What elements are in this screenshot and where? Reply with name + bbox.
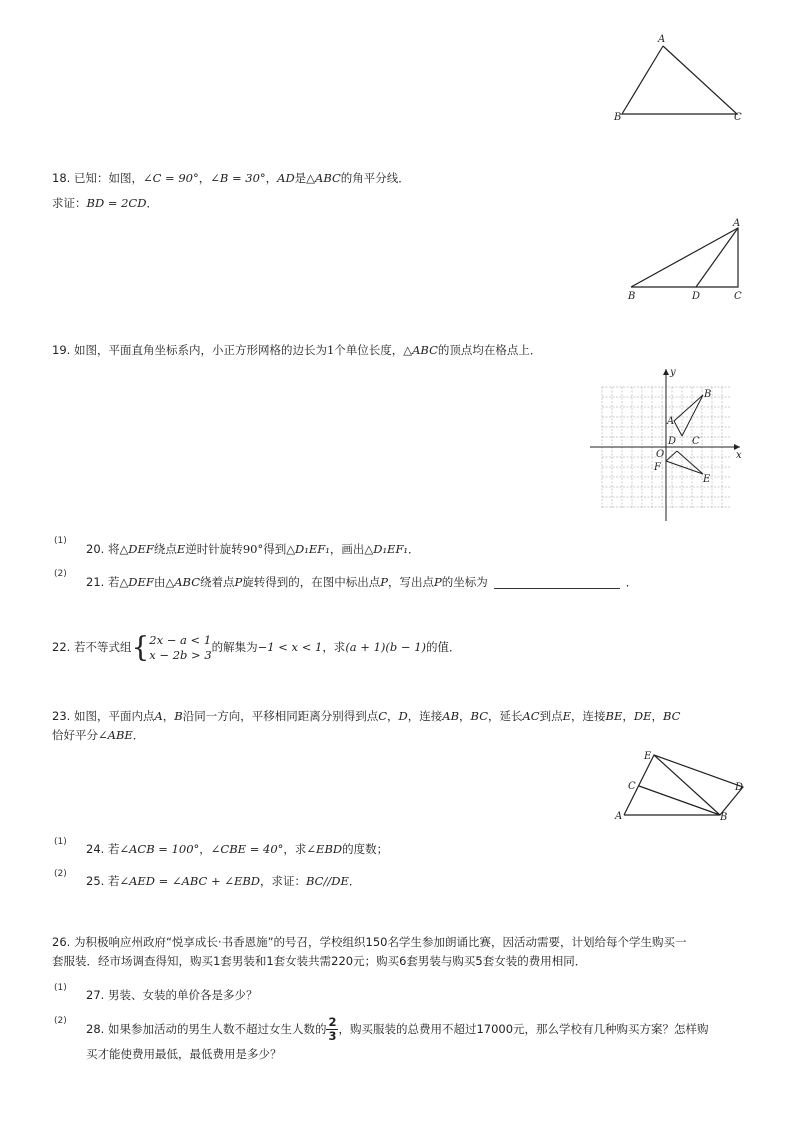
label-d: D bbox=[692, 291, 701, 302]
label-a: A bbox=[658, 34, 666, 45]
q24-text: 24. 若∠ACB = 100°，∠CBE = 40°，求∠EBD的度数； bbox=[86, 842, 389, 856]
sub-tag: (2) bbox=[54, 869, 67, 879]
figure-triangle-abc-top bbox=[600, 30, 760, 130]
sub-tag: (1) bbox=[54, 837, 67, 847]
q21-text: 21. 若△DEF由△ABC绕着点P旋转得到的，在图中标出点P，写出点P的坐标为 ． bbox=[86, 575, 638, 589]
label-d: D bbox=[735, 782, 744, 793]
label-e: E bbox=[703, 474, 711, 485]
question-number: 28. bbox=[86, 1022, 105, 1036]
label-c: C bbox=[628, 781, 636, 792]
label-c: C bbox=[734, 291, 742, 302]
question-number: 19. bbox=[52, 343, 71, 357]
q22-text: 22. 若不等式组{ 2x − a < 1 x − 2b > 3 的解集为−1 < x < 1，求(a + 1)(b − 1)的值． bbox=[52, 630, 461, 664]
label-a: A bbox=[733, 218, 741, 229]
q27-text: 27. 男装、女装的单价各是多少？ bbox=[86, 988, 258, 1002]
question-number: 26. bbox=[52, 935, 71, 949]
sub-tag: (2) bbox=[54, 1016, 67, 1026]
question-number: 25. bbox=[86, 874, 105, 888]
question-number: 18. bbox=[52, 171, 71, 185]
label-b: B bbox=[628, 291, 636, 302]
label-c: C bbox=[692, 436, 700, 447]
label-x: x bbox=[736, 450, 742, 461]
q26-line2: 套服装．经市场调查得知，购买1套男装和1套女装共需220元；购买6套男装与购买5套女装的费用相同． bbox=[52, 954, 587, 968]
q28-line2: 买才能使费用最低，最低费用是多少？ bbox=[86, 1047, 282, 1061]
label-o: O bbox=[656, 449, 665, 460]
question-number: 23. bbox=[52, 709, 71, 723]
q26-line1: 26. 为积极响应州政府“悦享成长·书香恩施”的号召，学校组织150名学生参加朗诵比赛，因活动需要，计划给每个学生购买一 bbox=[52, 935, 687, 949]
q19-stem: 19. 如图，平面直角坐标系内，小正方形网格的边长为1个单位长度，△ABC的顶点均在格点上． bbox=[52, 343, 542, 357]
label-a: A bbox=[615, 811, 623, 822]
figure-q23-parallelogram bbox=[612, 745, 752, 825]
q28-line1: 28. 如果参加活动的男生人数不超过女生人数的 $\frac{2}{3}$ ，购买服装的总费用不超过17000元，那么学校有几种购买方案？怎样购 bbox=[86, 1015, 709, 1043]
label-b: B bbox=[614, 112, 622, 123]
fraction: $\frac{2}{3}$ bbox=[328, 1015, 337, 1043]
question-number: 21. bbox=[86, 575, 105, 589]
q18-line2: 求证：BD = 2CD． bbox=[52, 196, 158, 210]
q20-text: 20. 将△DEF绕点E逆时针旋转90°得到△D₁EF₁，画出△D₁EF₁． bbox=[86, 542, 420, 556]
label-b: B bbox=[720, 812, 728, 823]
brace-symbol: { bbox=[131, 630, 150, 664]
label-b: B bbox=[704, 389, 712, 400]
sub-tag: (1) bbox=[54, 536, 67, 546]
label-y: y bbox=[670, 367, 676, 378]
label-c: C bbox=[734, 112, 742, 123]
figure-q18-triangle bbox=[620, 215, 760, 305]
q23-line1: 23. 如图，平面内点A，B沿同一方向，平移相同距离分别得到点C，D，连接AB，BC，延长AC到点E，连接BE，DE，BC bbox=[52, 709, 681, 723]
label-d: D bbox=[668, 436, 677, 447]
question-number: 24. bbox=[86, 842, 105, 856]
question-number: 20. bbox=[86, 542, 105, 556]
q25-text: 25. 若∠AED = ∠ABC + ∠EBD，求证：BC//DE． bbox=[86, 874, 361, 888]
sub-tag: (2) bbox=[54, 569, 67, 579]
figure-q19-coordinate-grid bbox=[590, 365, 750, 525]
q23-line2: 恰好平分∠ABE． bbox=[52, 728, 145, 742]
label-a: A bbox=[667, 416, 675, 427]
question-number: 22. bbox=[52, 640, 71, 654]
label-f: F bbox=[654, 462, 661, 473]
answer-blank[interactable] bbox=[494, 576, 620, 589]
q18-line1: 18. 已知：如图，∠C = 90°，∠B = 30°，AD是△ABC的角平分线． bbox=[52, 171, 410, 185]
question-number: 27. bbox=[86, 988, 105, 1002]
sub-tag: (1) bbox=[54, 983, 67, 993]
label-e: E bbox=[644, 751, 652, 762]
inequality-system: 2x − a < 1 x − 2b > 3 bbox=[149, 632, 212, 662]
